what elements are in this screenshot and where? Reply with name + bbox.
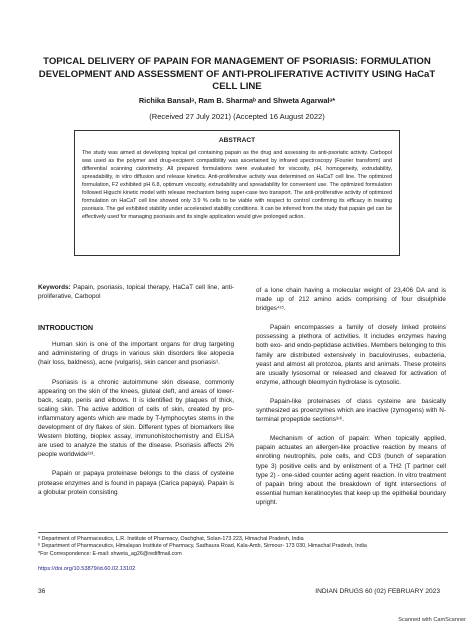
right-paragraph-1: of a lone chain having a molecular weight of 23,406 DA and is made up of 212 amino acids comprising of four disulphide bridges⁴ʴ⁵.	[256, 287, 446, 313]
left-column	[38, 283, 234, 507]
abstract-heading: ABSTRACT	[218, 137, 256, 144]
introduction-heading: INTRODUCTION	[38, 323, 94, 333]
doi-link[interactable]: https://doi.org/10.53879/id.60.02.13102	[38, 566, 136, 572]
keywords-label: Keywords:	[38, 284, 71, 291]
footnotes	[38, 532, 448, 558]
keywords	[38, 283, 234, 301]
right-paragraph-2: Papain encompasses a family of closely linked proteins possessing a plethora of activities. It includes enzymes having both exo- and endo-peptidase activities. Members belonging to this family are distributed extensively in baculoviruses, eubacteria, yeast and almost all protozoa, plants and animals. These proteins are usually lysosomal or released and cleaved for activation of enzyme, although bleomycin hydrolase is cytosolic.	[256, 324, 446, 386]
article-title: TOPICAL DELIVERY OF PAPAIN FOR MANAGEMENT OF PSORIASIS: FORMULATION DEVELOPMENT AND ASSESSMENT OF ANTI-PROLIFERATIVE ACTIVITY USING HaCaT CELL LINE	[38, 56, 436, 92]
right-column	[256, 286, 446, 517]
author-list: Richika Bansalᵃ, Ram B. Sharmaᵇ and Shweta Agarwalᵃ*	[138, 96, 336, 105]
abstract-text: The study was aimed at developing topical gel containing papain as the drug and assessing its anti-psoriatic activity. Carbopol was used as the polymer and drug-excipient compatibility was ascertained by infrared spectroscopy (Fourier transform) and differential scanning calorimetry. All prepared formulations were evaluated for viscosity, pH, homogeneity, extrudability, spreadability, in vitro diffusion and release kinetics. Anti-proliferative activity was determined on HaCaT cell line. The optimized formulation, F2 exhibited pH 6.8, optimum viscosity, extrudability and spreadability for convenient use. The optimized formulation followed Higuchi kinetic model with release mechanism being super-case two transport. The anti-proliferative activity of optimized formulation on HaCaT cell line showed only 3.9 % cells to be viable with respect to control confirming its efficacy in treating psoriasis. The gel exhibited stability under accelerated stability conditions. It can be inferred from the study that papain gel can be effectively used for managing psoriasis and its single application would give prolonged action.	[82, 150, 392, 220]
scanner-watermark: Scanned with CamScanner	[398, 617, 466, 623]
page-number: 36	[38, 588, 46, 595]
intro-paragraph-3: Papain or papaya proteinase belongs to the class of cysteine protease enzymes and is found in papaya (Carica papaya). Papain is a globular protein consisting	[38, 470, 234, 496]
footnote-affiliation-a: ᵃ Department of Pharmaceutics, L.R. Institute of Pharmacy, Oachghat, Solan-173 223, Himachal Pradesh, India	[38, 536, 304, 542]
intro-paragraph-1: Human skin is one of the important organs for drug targeting and administering of drugs in various skin disorders like alopecia (hair loss, baldness), acne (vulgaris), skin cancer and psoriasis¹.	[38, 341, 234, 367]
received-dates: (Received 27 July 2021) (Accepted 16 August 2022)	[149, 112, 325, 121]
keywords-text: Papain, psoriasis, topical therapy, HaCaT cell line, anti-proliferative, Carbopol	[38, 284, 234, 301]
right-paragraph-3: Papain-like proteinases of class cysteine are basically synthesized as proenzymes which are inactive (zymogens) with N-terminal propeptide sections³ʴ⁶.	[256, 397, 446, 424]
abstract-box	[74, 130, 400, 256]
footnote-correspondence: *For Correspondence: E-mail: shweta_ag26@rediffmail.com	[38, 550, 182, 557]
right-paragraph-4: Mechanism of action of papain: When topically applied, papain actuates an allergen-like proactive reaction by means of enrolling neutrophils, pole cells, and CD3 (bunch of separation type 3) positive cells and by enlistment of a TH2 (T partner cell type 2) - one-sided counter acting agent reaction. In vitro treatment of papain bring about the breakdown of tight intersections of essential human keratinocytes that keep up the epithelial boundary upright.	[256, 435, 446, 506]
footnote-affiliation-b: ᵇ Department of Pharmaceutics, Himalayan Institute of Pharmacy, Sadhaura Road, Kala-Amb, Sirmour- 173 030, Himachal Pradesh, India	[38, 543, 367, 550]
journal-footer: INDIAN DRUGS 60 (02) FEBRUARY 2023	[315, 588, 440, 595]
intro-paragraph-2: Psoriasis is a chronic autoimmune skin disease, commonly appearing on the skin of the knees, gluteal cleft, and areas of lower-back, scalp, penis and elbows. It is identified by plaques of thick, scaling skin. The active addition of cells of skin, created by pro-inflammatory agents which are made by T-lymphocytes stems in the development of dry flakes of skin. Different types of biomarkers like Western blotting, bioplex assay, immunohistochemistry and ELISA are used to analyze the status of the disease. Psoriasis affects 2% people worldwide²ʴ³.	[38, 378, 234, 459]
